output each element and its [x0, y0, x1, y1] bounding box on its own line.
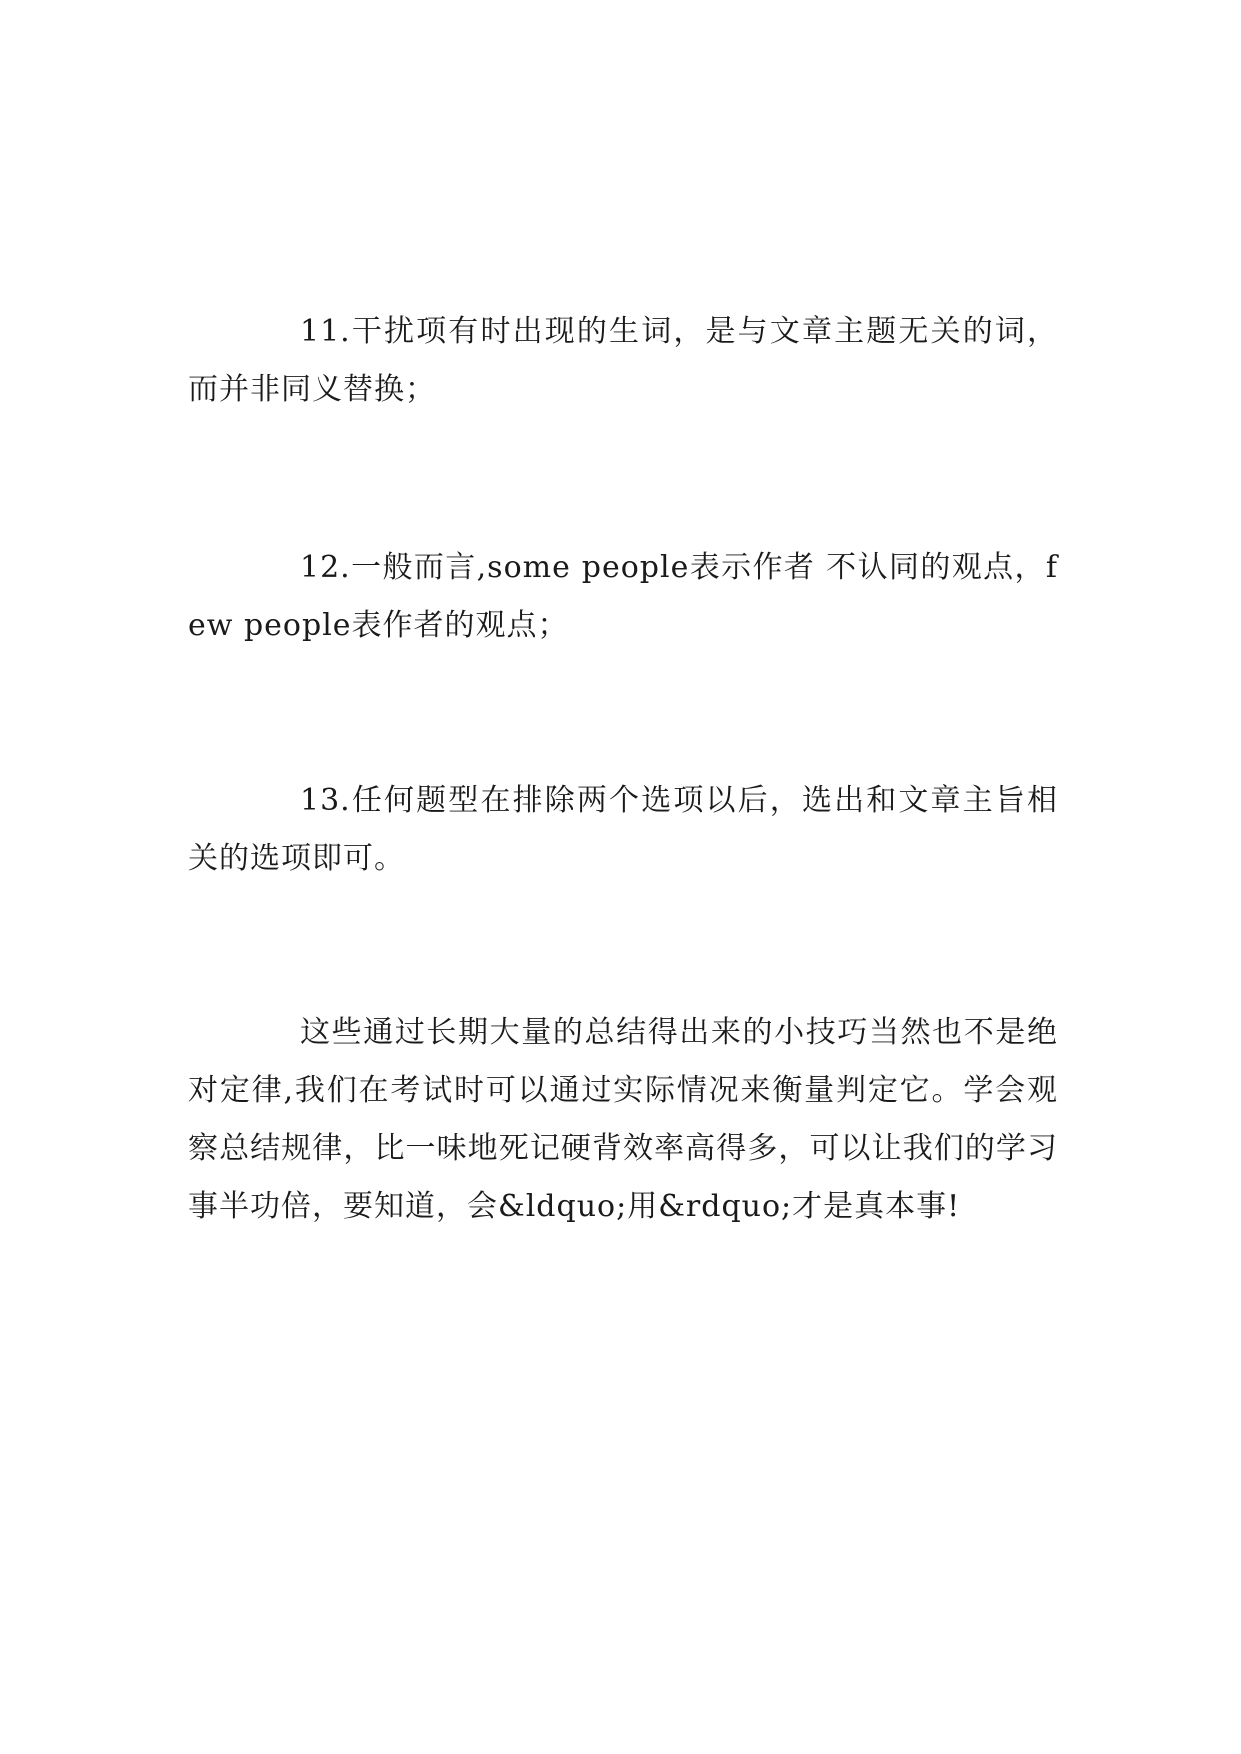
- paragraph-tip-11: 11.干扰项有时出现的生词，是与文章主题无关的词，而并非同义替换；: [188, 314, 1058, 407]
- paragraph-conclusion: 这些通过长期大量的总结得出来的小技巧当然也不是绝对定律,我们在考试时可以通过实际情况来衡量判定它。学会观察总结规律，比一味地死记硬背效率高得多，可以让我们的学习事半功倍，要知道，会&ldquo;用&rdquo;才是真本事!: [188, 1015, 1058, 1224]
- paragraph-tip-13: 13.任何题型在排除两个选项以后，选出和文章主旨相关的选项即可。: [188, 783, 1058, 876]
- paragraph-tip-12: 12.一般而言,some people表示作者 不认同的观点，few people表作者的观点；: [188, 550, 1058, 643]
